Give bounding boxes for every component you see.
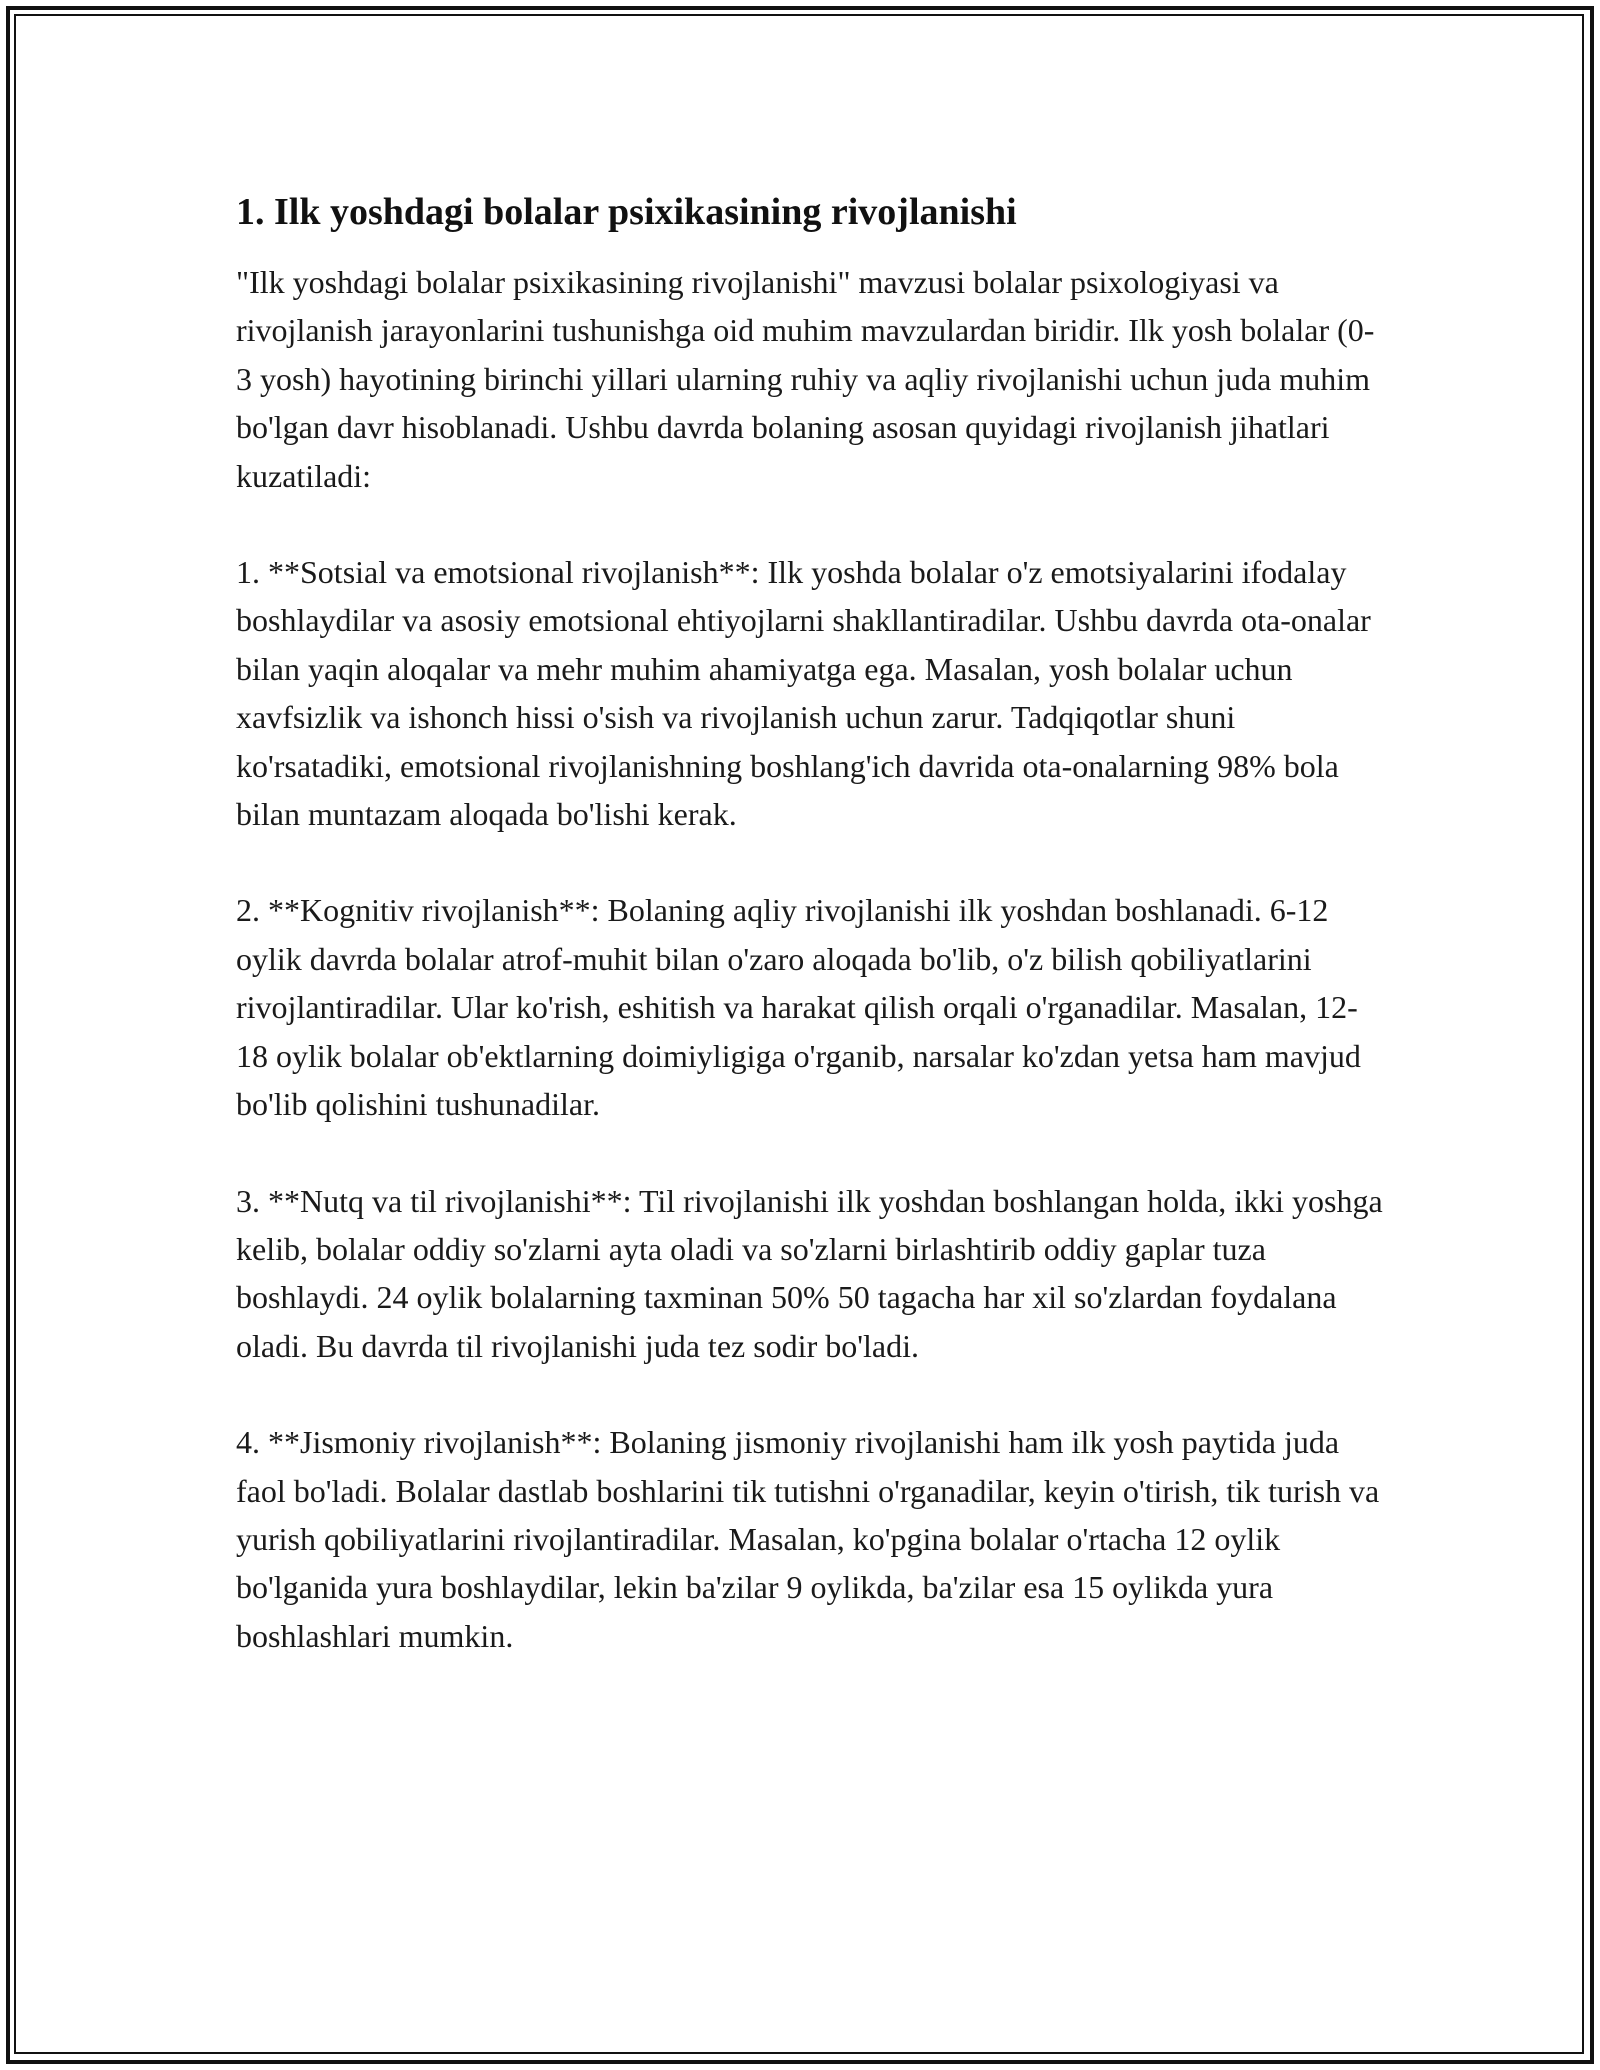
paragraph-physical: 4. **Jismoniy rivojlanish**: Bolaning jismoniy rivojlanishi ham ilk yosh paytida juda faol bo'ladi. Bolalar dastlab boshlarini tik tutishni o'rganadilar, keyin o'tirish, tik turish va yurish qobiliyatlarini rivojlantiradilar. Masalan, ko'pgina bolalar o'rtacha 12 oylik bo'lganida yura boshlaydilar, lekin ba'zilar 9 oylikda, ba'zilar esa 15 oylikda yura boshlashlari mumkin. — [236, 1424, 1380, 1654]
paragraph-speech-language: 3. **Nutq va til rivojlanishi**: Til rivojlanishi ilk yoshdan boshlangan holda, ikki yoshga kelib, bolalar oddiy so'zlarni ayta oladi va so'zlarni birlashtirib oddiy gaplar tuza boshlaydi. 24 oylik bolalarning taxminan 50% 50 tagacha har xil so'zlardan foydalana oladi. Bu davrda til rivojlanishi juda tez sodir bo'ladi. — [236, 1182, 1383, 1364]
paragraph-social-emotional: 1. **Sotsial va emotsional rivojlanish**: Ilk yoshda bolalar o'z emotsiyalarini ifodalay boshlaydilar va asosiy emotsional ehtiyojlarni shakllantiradilar. Ushbu davrda ota-onalar bilan yaqin aloqalar va mehr muhim ahamiyatga ega. Masalan, yosh bolalar uchun xavfsizlik va ishonch hissi o'sish va rivojlanish uchun zarur. Tadqiqotlar shuni ko'rsatadiki, emotsional rivojlanishning boshlang'ich davrida ota-onalarning 98% bola bilan muntazam aloqada bo'lishi kerak. — [236, 554, 1371, 833]
paragraph-cognitive: 2. **Kognitiv rivojlanish**: Bolaning aqliy rivojlanishi ilk yoshdan boshlanadi. 6-12 oylik davrda bolalar atrof-muhit bilan o'zaro aloqada bo'lib, o'z bilish qobiliyatlarini rivojlantiradilar. Ular ko'rish, eshitish va harakat qilish orqali o'rganadilar. Masalan, 12-18 oylik bolalar ob'ektlarning doimiyligiga o'rganib, narsalar ko'zdan yetsa ham mavjud bo'lib qolishini tushunadilar. — [236, 892, 1361, 1123]
document-body — [236, 186, 1386, 1708]
paragraph-intro: "Ilk yoshdagi bolalar psixikasining rivojlanishi" mavzusi bolalar psixologiyasi va rivojlanish jarayonlarini tushunishga oid muhim mavzulardan biridir. Ilk yosh bolalar (0-3 yosh) hayotining birinchi yillari ularning ruhiy va aqliy rivojlanishi uchun juda muhim bo'lgan davr hisoblanadi. Ushbu davrda bolaning asosan quyidagi rivojlanish jihatlari kuzatiladi: — [236, 264, 1375, 494]
page-title: 1. Ilk yoshdagi bolalar psixikasining rivojlanishi — [236, 191, 1017, 233]
